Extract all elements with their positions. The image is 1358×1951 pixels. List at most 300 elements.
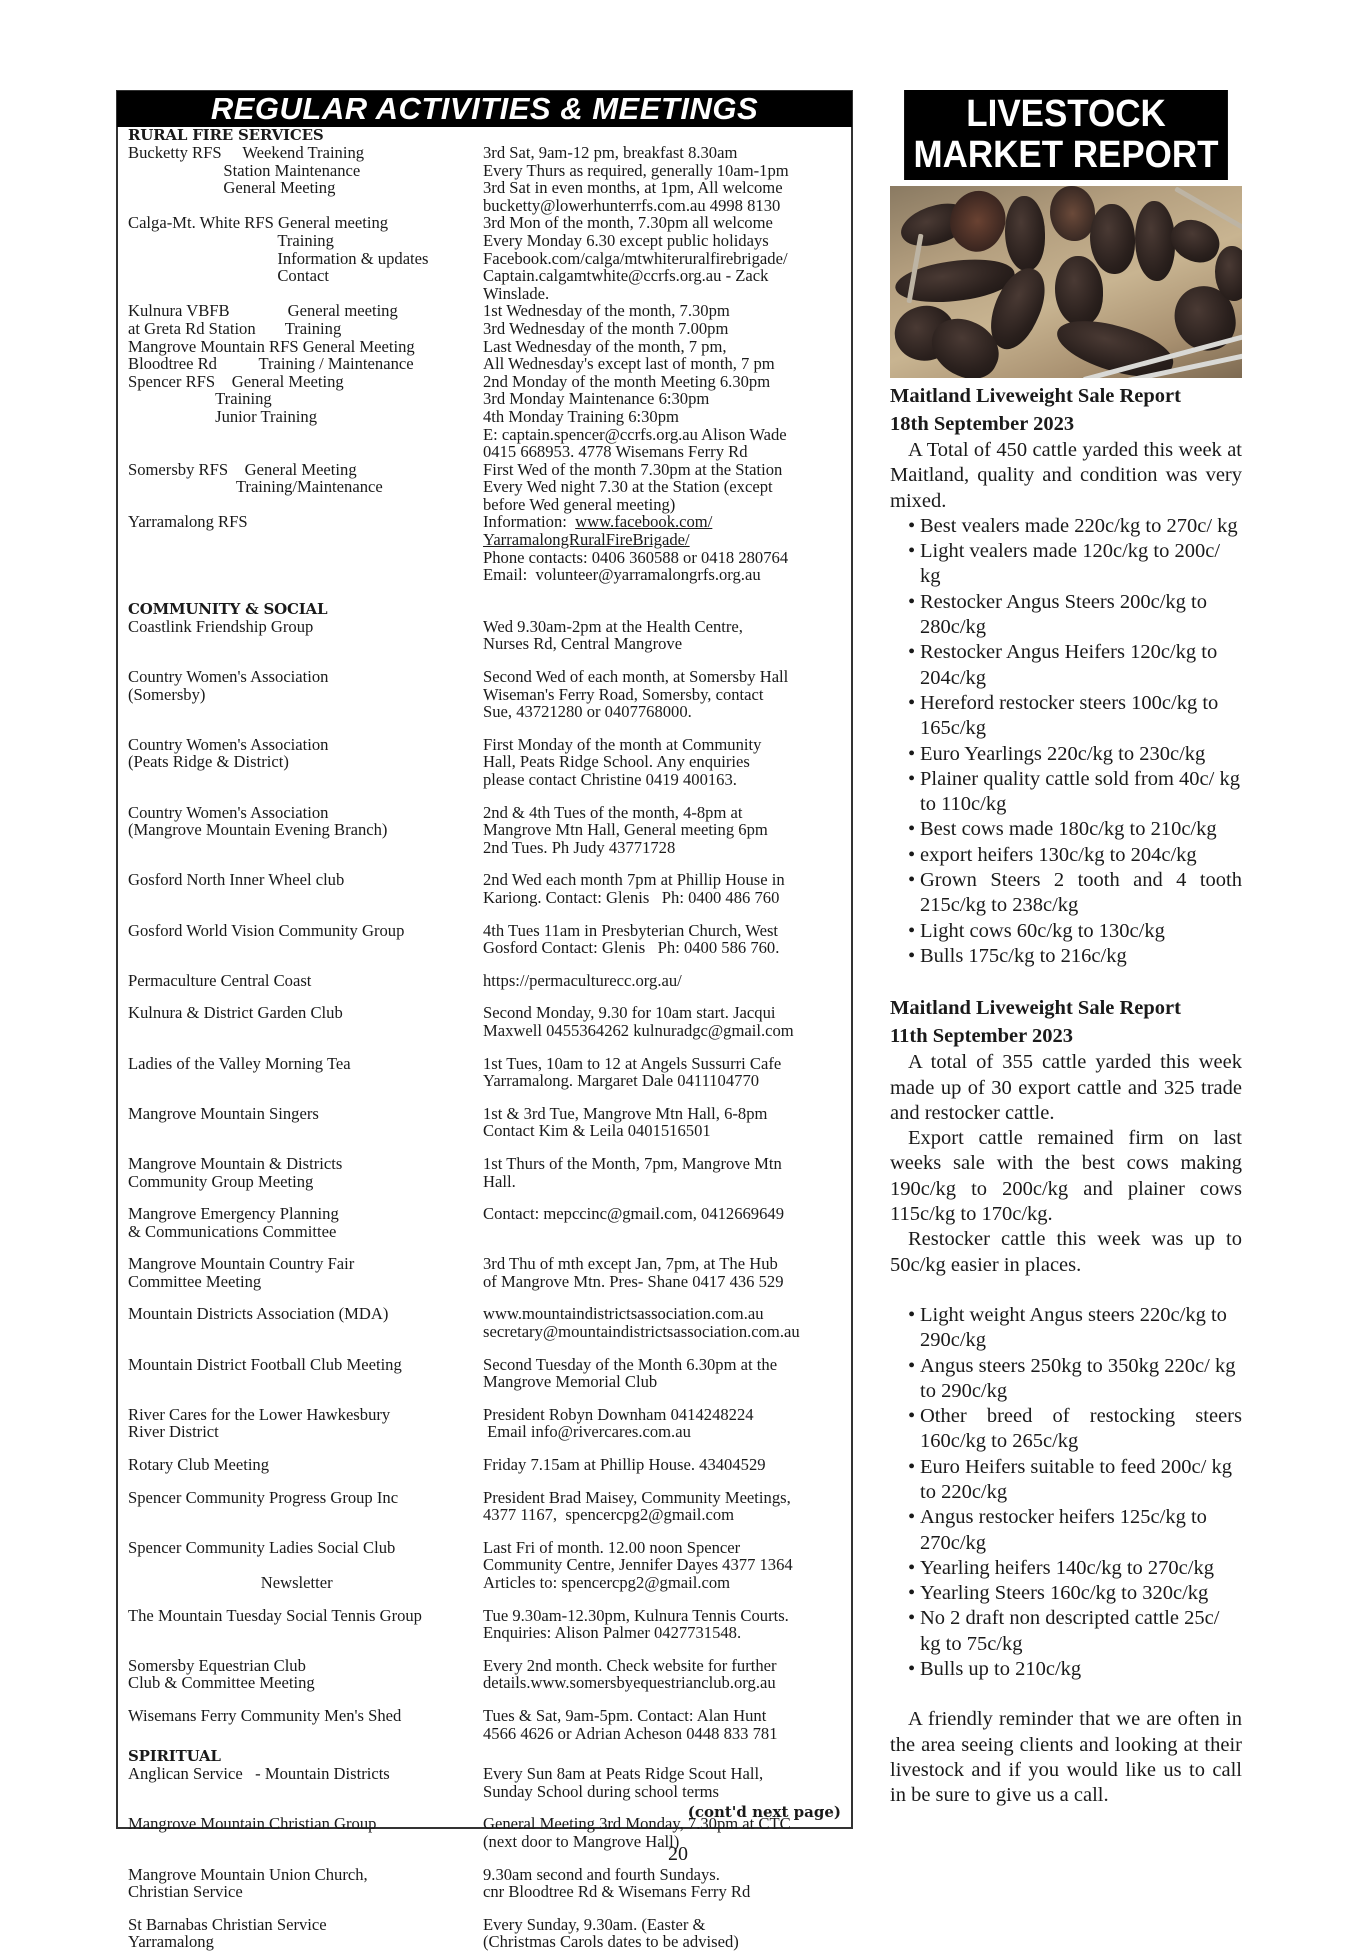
- entry-name: [128, 1205, 483, 1240]
- report1-heading: Maitland Liveweight Sale Report: [890, 385, 1181, 407]
- rfs-row: [128, 566, 851, 584]
- rfs-activity: General Meeting: [223, 178, 336, 198]
- rfs-row: [128, 232, 851, 250]
- rfs-org-cell: [128, 144, 483, 162]
- rfs-row: [128, 144, 851, 162]
- entry-details: [483, 1205, 851, 1240]
- rfs-details: [483, 478, 851, 496]
- rfs-activity: General Meeting: [244, 459, 357, 479]
- entry-detail-line: Articles to: spencercpg2@gmail.com: [483, 1573, 731, 1592]
- entry-name: [128, 1105, 483, 1140]
- entry-detail-line: Contact: mepccinc@gmail.com, 0412669649: [483, 1204, 784, 1224]
- rfs-details: [483, 197, 851, 215]
- rfs-row: [128, 320, 851, 338]
- entry-detail-line: of Mangrove Mtn. Pres- Shane 0417 436 529: [483, 1271, 784, 1291]
- price-bullet: • Best vealers made 220c/kg to 270c/ kg: [908, 514, 1242, 539]
- livestock-title: [904, 90, 1228, 180]
- price-bullet: • Best cows made 180c/kg to 210c/kg: [908, 817, 1242, 842]
- entry-name: [128, 1916, 483, 1951]
- cattle-photo: [890, 186, 1242, 378]
- entry-detail-line: Every Sunday, 9.30am. (Easter &: [483, 1914, 706, 1934]
- entry-detail-line: 4377 1167, spencercpg2@gmail.com: [483, 1505, 735, 1525]
- entry-details: [483, 1539, 851, 1592]
- entry-detail-line: 1st Tues, 10am to 12 at Angels Sussurri Cafe: [483, 1053, 782, 1073]
- activity-entry: [128, 1707, 851, 1742]
- rfs-info: 0415 668953. 4778 Wisemans Ferry Rd: [483, 442, 748, 462]
- entry-name-line: Club & Committee Meeting: [128, 1673, 315, 1693]
- report2-paragraph-2: Export cattle remained firm on last weeks sale with the best cows making 190c/kg to 200c/kg and plainer cows 115c/kg to 170c/kg.: [890, 1127, 1242, 1226]
- entry-detail-line: (Christmas Carols dates to be advised): [483, 1932, 739, 1951]
- rfs-info: All Wednesday's except last of month, 7 pm: [483, 354, 775, 374]
- entry-details: [483, 1765, 851, 1800]
- entry-details: [483, 804, 851, 857]
- entry-details: [483, 922, 851, 957]
- rfs-details: [483, 144, 851, 162]
- entry-details: [483, 1055, 851, 1090]
- activity-entry: [128, 972, 851, 990]
- rfs-info: Information:: [483, 512, 576, 532]
- entry-details: [483, 871, 851, 906]
- entry-name: [128, 1255, 483, 1290]
- rfs-details: [483, 214, 851, 232]
- price-bullet: • Angus steers 250kg to 350kg 220c/ kg to 290c/kg: [908, 1354, 1242, 1405]
- entry-details: [483, 1916, 851, 1951]
- entry-name-line: Mangrove Mountain & Districts: [128, 1153, 343, 1173]
- rfs-info: 2nd Monday of the month Meeting 6.30pm: [483, 371, 771, 391]
- activity-entry: [128, 1105, 851, 1140]
- rfs-org-cell: [128, 373, 483, 391]
- rfs-activity: Training: [277, 230, 334, 250]
- entry-name: [128, 618, 483, 653]
- rfs-org-cell: [128, 162, 483, 180]
- entry-name-line: Ladies of the Valley Morning Tea: [128, 1053, 351, 1073]
- report2-paragraph-3: Restocker cattle this week was up to 50c/kg easier in places.: [890, 1228, 1242, 1276]
- rfs-info: Email: volunteer@yarramalongrfs.org.au: [483, 565, 761, 585]
- rfs-details: [483, 566, 851, 584]
- rfs-row: [128, 496, 851, 514]
- rfs-org-cell: [128, 285, 483, 303]
- entry-detail-line: Second Monday, 9.30 for 10am start. Jacqui: [483, 1003, 776, 1023]
- entry-detail-line: please contact Christine 0419 400163.: [483, 770, 737, 789]
- rfs-info: 3rd Monday Maintenance 6:30pm: [483, 389, 710, 409]
- price-bullet: • Restocker Angus Heifers 120c/kg to 204c/kg: [908, 640, 1242, 691]
- activity-entry: [128, 1607, 851, 1642]
- entry-detail-line: Kariong. Contact: Glenis Ph: 0400 486 760: [483, 887, 780, 907]
- entry-detail-line: Nurses Rd, Central Mangrove: [483, 634, 683, 654]
- rfs-info: Phone contacts: 0406 360588 or 0418 280764: [483, 547, 789, 567]
- rfs-details: [483, 549, 851, 567]
- entry-name: [128, 1657, 483, 1692]
- entry-name: [128, 972, 483, 990]
- rfs-details: [483, 390, 851, 408]
- rfs-info: bucketty@lowerhunterrfs.com.au 4998 8130: [483, 195, 781, 215]
- rfs-details: [483, 496, 851, 514]
- rfs-brigade: [128, 478, 236, 496]
- entry-name-line: (Somersby): [128, 684, 206, 704]
- rfs-info: 3rd Sat in even months, at 1pm, All welcome: [483, 178, 783, 198]
- entry-name-line: Mangrove Emergency Planning: [128, 1204, 339, 1224]
- entry-name-line: Country Women's Association: [128, 667, 329, 687]
- rfs-details: [483, 461, 851, 479]
- rfs-activity: General Meeting: [302, 336, 415, 356]
- rfs-org-cell: [128, 390, 483, 408]
- rfs-row: [128, 531, 851, 549]
- entry-details: [483, 1105, 851, 1140]
- rfs-info: Facebook.com/calga/mtwhiteruralfirebrigade/: [483, 248, 788, 268]
- entry-name-line: Kulnura & District Garden Club: [128, 1003, 343, 1023]
- entry-name: [128, 1456, 483, 1474]
- entry-name-line: Committee Meeting: [128, 1271, 262, 1291]
- entry-name-line: Country Women's Association: [128, 734, 329, 754]
- rfs-details: [483, 426, 851, 444]
- entry-detail-line: Friday 7.15am at Phillip House. 43404529: [483, 1455, 766, 1475]
- rfs-brigade: [128, 390, 215, 408]
- activity-entry: [128, 1205, 851, 1240]
- rfs-activity: Training/Maintenance: [235, 477, 383, 497]
- entry-detail-line: President Brad Maisey, Community Meetings,: [483, 1487, 791, 1507]
- entry-detail-line: 1st & 3rd Tue, Mangrove Mtn Hall, 6-8pm: [483, 1103, 768, 1123]
- activity-entry: [128, 1406, 851, 1441]
- rfs-activity: General Meeting: [231, 371, 344, 391]
- rfs-row: [128, 267, 851, 285]
- rfs-row: [128, 549, 851, 567]
- rfs-info: Winslade.: [483, 283, 550, 303]
- rfs-org-cell: [128, 232, 483, 250]
- entry-name-line: Mangrove Mountain Country Fair: [128, 1254, 355, 1274]
- entry-name-line: The Mountain Tuesday Social Tennis Group: [128, 1605, 422, 1625]
- report2-paragraph-1: A total of 355 cattle yarded this week made up of 30 export cattle and 325 trade and restocker cattle.: [890, 1051, 1242, 1124]
- entry-name-line: (Peats Ridge & District): [128, 752, 289, 772]
- rfs-details: [483, 408, 851, 426]
- entry-name-line: Coastlink Friendship Group: [128, 616, 314, 636]
- entry-detail-line: 9.30am second and fourth Sundays.: [483, 1864, 720, 1884]
- price-bullet: • Light vealers made 120c/kg to 200c/ kg: [908, 539, 1242, 590]
- rfs-details: [483, 285, 851, 303]
- entry-details: [483, 1866, 851, 1901]
- entry-detail-line: Yarramalong. Margaret Dale 0411104770: [483, 1071, 760, 1091]
- entry-name: [128, 804, 483, 857]
- entry-name: [128, 1489, 483, 1524]
- entry-name: [128, 668, 483, 721]
- rfs-org-cell: [128, 513, 483, 531]
- rfs-brigade: [128, 250, 277, 268]
- price-bullet: • Bulls up to 210c/kg: [908, 1657, 1242, 1682]
- continued-note: (cont'd next page): [687, 1803, 841, 1821]
- rfs-activity: Training: [215, 389, 272, 409]
- rfs-org-cell: [128, 443, 483, 461]
- entry-name: [128, 871, 483, 906]
- activities-body: [118, 127, 851, 1951]
- activity-entry: [128, 1539, 851, 1592]
- entry-details: [483, 1155, 851, 1190]
- price-bullet: • export heifers 130c/kg to 204c/kg: [908, 843, 1242, 868]
- rfs-row: [128, 408, 851, 426]
- rfs-org-cell: [128, 250, 483, 268]
- entry-details: [483, 1356, 851, 1391]
- activity-entry: [128, 871, 851, 906]
- entry-name: [128, 1305, 483, 1340]
- rfs-org-cell: [128, 461, 483, 479]
- rfs-info: 1st Wednesday of the month, 7.30pm: [483, 301, 730, 321]
- entry-name-line: Mangrove Mountain Union Church,: [128, 1864, 368, 1884]
- rfs-details: [483, 179, 851, 197]
- entry-name-line: Rotary Club Meeting: [128, 1455, 270, 1475]
- entry-name-line: Anglican Service - Mountain Districts: [128, 1764, 390, 1784]
- report1-intro: A Total of 450 cattle yarded this week at Maitland, quality and condition was very mixed.: [890, 439, 1242, 512]
- rfs-row: [128, 373, 851, 391]
- entry-detail-line: Tues & Sat, 9am-5pm. Contact: Alan Hunt: [483, 1705, 767, 1725]
- rfs-row: [128, 302, 851, 320]
- rfs-row: [128, 250, 851, 268]
- rfs-details: [483, 232, 851, 250]
- entry-name-line: Permaculture Central Coast: [128, 970, 312, 990]
- entry-detail-line: www.mountaindistrictsassociation.com.au: [483, 1304, 764, 1324]
- entry-detail-line: Tue 9.30am-12.30pm, Kulnura Tennis Courts.: [483, 1605, 789, 1625]
- rfs-info: 3rd Mon of the month, 7.30pm all welcome: [483, 213, 773, 233]
- rfs-details: [483, 355, 851, 373]
- price-bullet: • Other breed of restocking steers 160c/kg to 265c/kg: [908, 1404, 1242, 1455]
- entry-name-line: [128, 1556, 483, 1574]
- entry-detail-line: Maxwell 0455364262 kulnuradgc@gmail.com: [483, 1020, 794, 1040]
- entry-name-line: Spencer Community Progress Group Inc: [128, 1487, 399, 1507]
- rfs-row: [128, 162, 851, 180]
- rfs-info: Every Wed night 7.30 at the Station (except: [483, 477, 773, 497]
- entry-detail-line: Sunday School during school terms: [483, 1781, 719, 1801]
- entry-detail-line: Mangrove Mtn Hall, General meeting 6pm: [483, 820, 768, 840]
- closing-reminder: A friendly reminder that we are often in the area seeing clients and looking at their livestock and if you would like us to call in be sure to give us a call.: [890, 1708, 1242, 1807]
- price-bullet: • Bulls 175c/kg to 216c/kg: [908, 944, 1242, 969]
- entry-detail-line: Enquiries: Alison Palmer 0427731548.: [483, 1623, 742, 1643]
- price-bullet: • Euro Heifers suitable to feed 200c/ kg to 220c/kg: [908, 1455, 1242, 1506]
- activity-entry: [128, 1305, 851, 1340]
- rfs-info: 3rd Sat, 9am-12 pm, breakfast 8.30am: [483, 143, 738, 162]
- rfs-row: [128, 285, 851, 303]
- rfs-org-cell: [128, 549, 483, 567]
- entry-detail-line: Sue, 43721280 or 0407768000.: [483, 702, 692, 722]
- rfs-details: [483, 338, 851, 356]
- rfs-org-cell: [128, 408, 483, 426]
- report2-date: 11th September 2023: [890, 1025, 1073, 1048]
- entry-detail-line: 2nd Wed each month 7pm at Phillip House in: [483, 870, 785, 890]
- entry-detail-line: (next door to Mangrove Hall): [483, 1831, 680, 1851]
- regular-activities-box: [116, 90, 853, 1951]
- rfs-activity: Weekend Training: [242, 143, 365, 162]
- rfs-info: E: captain.spencer@ccrfs.org.au Alison Wade: [483, 424, 787, 444]
- entry-name: [128, 1356, 483, 1391]
- entry-name-line: Newsletter: [128, 1573, 333, 1592]
- rfs-org-cell: [128, 355, 483, 373]
- rfs-org-cell: [128, 478, 483, 496]
- rfs-brigade: Calga-Mt. White RFS: [128, 213, 278, 233]
- entry-detail-line: 1st Thurs of the Month, 7pm, Mangrove Mtn: [483, 1153, 782, 1173]
- entry-name: [128, 736, 483, 789]
- activity-entry: [128, 618, 851, 653]
- entry-details: [483, 1607, 851, 1642]
- rfs-info: First Wed of the month 7.30pm at the Station: [483, 459, 783, 479]
- rfs-row: [128, 338, 851, 356]
- entry-name: [128, 1607, 483, 1642]
- entry-detail-line: 2nd & 4th Tues of the month, 4-8pm at: [483, 802, 743, 822]
- rfs-info: Last Wednesday of the month, 7 pm,: [483, 336, 727, 356]
- entry-details: [483, 1406, 851, 1441]
- report2-heading: Maitland Liveweight Sale Report: [890, 997, 1181, 1020]
- entry-name: [128, 1155, 483, 1190]
- rfs-row: [128, 426, 851, 444]
- entry-name: [128, 1815, 483, 1850]
- rfs-activity: Contact: [277, 266, 329, 286]
- rfs-org-cell: [128, 179, 483, 197]
- entry-name: [128, 1765, 483, 1800]
- activity-entry: [128, 1489, 851, 1524]
- entry-details: [483, 1489, 851, 1524]
- entry-name: [128, 1866, 483, 1901]
- rfs-brigade: [128, 232, 277, 250]
- livestock-title-line2: MARKET REPORT: [913, 134, 1219, 176]
- rfs-activity: Station Maintenance: [223, 160, 361, 180]
- rfs-row: [128, 390, 851, 408]
- entry-name-line: Spencer Community Ladies Social Club: [128, 1537, 396, 1557]
- section-heading-spiritual: SPIRITUAL: [128, 1747, 221, 1766]
- entry-detail-line: secretary@mountaindistrictsassociation.com.au: [483, 1322, 800, 1342]
- rfs-row: [128, 478, 851, 496]
- entry-detail-line: Hall.: [483, 1171, 516, 1191]
- entry-name: [128, 1055, 483, 1090]
- rfs-brigade: Somersby RFS: [128, 459, 245, 479]
- entry-detail-line: Community Centre, Jennifer Dayes 4377 1364: [483, 1555, 793, 1575]
- rfs-details: [483, 250, 851, 268]
- entry-details: [483, 1255, 851, 1290]
- rfs-brigade: at Greta Rd Station: [128, 318, 285, 338]
- entry-details: [483, 1456, 851, 1474]
- entry-detail-line: Last Fri of month. 12.00 noon Spencer: [483, 1537, 741, 1557]
- activity-entry: [128, 1866, 851, 1901]
- activity-entry: [128, 922, 851, 957]
- rfs-org-cell: [128, 338, 483, 356]
- entry-name-line: Gosford North Inner Wheel club: [128, 870, 345, 890]
- price-bullet: • Angus restocker heifers 125c/kg to 270c/kg: [908, 1505, 1242, 1556]
- rfs-details: [483, 320, 851, 338]
- entry-name-line: St Barnabas Christian Service: [128, 1914, 327, 1934]
- entry-name-line: River Cares for the Lower Hawkesbury: [128, 1404, 391, 1424]
- rfs-org-cell: [128, 267, 483, 285]
- entry-name-line: Mangrove Mountain Singers: [128, 1103, 319, 1123]
- page-number: 20: [668, 1843, 688, 1865]
- activity-entry: [128, 1155, 851, 1190]
- rfs-brigade: [128, 162, 223, 180]
- entry-name: [128, 922, 483, 957]
- rfs-row: [128, 443, 851, 461]
- entry-name: [128, 1707, 483, 1742]
- price-bullet: • Yearling Steers 160c/kg to 320c/kg: [908, 1581, 1242, 1606]
- rfs-activity: Junior Training: [215, 406, 318, 426]
- entry-name: [128, 1406, 483, 1441]
- entry-name-line: Country Women's Association: [128, 802, 329, 822]
- entry-name-line: Yarramalong: [128, 1932, 214, 1951]
- rfs-brigade: Bucketty RFS: [128, 143, 243, 162]
- entry-details: [483, 618, 851, 653]
- rfs-org-cell: [128, 197, 483, 215]
- entry-detail-line: cnr Bloodtree Rd & Wisemans Ferry Rd: [483, 1882, 751, 1902]
- activity-entry: [128, 1765, 851, 1800]
- entry-detail-line: https://permaculturecc.org.au/: [483, 970, 682, 990]
- rfs-link[interactable]: www.facebook.com/: [575, 512, 713, 532]
- entry-name-line: Community Group Meeting: [128, 1171, 314, 1191]
- entry-detail-line: Every Sun 8am at Peats Ridge Scout Hall,: [483, 1764, 764, 1784]
- report2-price-list: [890, 1303, 1242, 1682]
- rfs-activity: General meeting: [277, 213, 389, 233]
- entry-detail-line: Email info@rivercares.com.au: [483, 1422, 691, 1442]
- price-bullet: • Yearling heifers 140c/kg to 270c/kg: [908, 1556, 1242, 1581]
- entry-details: [483, 972, 851, 990]
- rfs-activity: Training: [284, 318, 342, 338]
- price-bullet: • Hereford restocker steers 100c/kg to 165c/kg: [908, 691, 1242, 742]
- section-heading-community: COMMUNITY & SOCIAL: [128, 599, 328, 618]
- price-bullet: • Restocker Angus Steers 200c/kg to 280c/kg: [908, 590, 1242, 641]
- entry-details: [483, 1707, 851, 1742]
- entry-details: [483, 1657, 851, 1692]
- entry-name-line: Wisemans Ferry Community Men's Shed: [128, 1705, 402, 1725]
- rfs-info: Every Thurs as required, generally 10am-1pm: [483, 160, 789, 180]
- report1-price-list: [890, 514, 1242, 969]
- entry-detail-line: Second Wed of each month, at Somersby Hall: [483, 667, 789, 687]
- rfs-brigade: Mangrove Mountain RFS: [128, 336, 303, 356]
- rfs-org-cell: [128, 531, 483, 549]
- rfs-row: [128, 461, 851, 479]
- entry-details: [483, 1305, 851, 1340]
- price-bullet: • Grown Steers 2 tooth and 4 tooth 215c/kg to 238c/kg: [908, 868, 1242, 919]
- activity-entry: [128, 804, 851, 857]
- entry-detail-line: Wiseman's Ferry Road, Somersby, contact: [483, 684, 764, 704]
- community-list: [128, 618, 851, 1742]
- rfs-info: Captain.calgamtwhite@ccrfs.org.au - Zack: [483, 266, 769, 286]
- entry-detail-line: Every 2nd month. Check website for further: [483, 1655, 777, 1675]
- activity-entry: [128, 1004, 851, 1039]
- rfs-brigade: Yarramalong RFS: [128, 512, 248, 532]
- rfs-org-cell: [128, 496, 483, 514]
- entry-detail-line: 2nd Tues. Ph Judy 43771728: [483, 837, 676, 857]
- rfs-link[interactable]: YarramalongRuralFireBrigade/: [483, 530, 690, 550]
- rfs-info: Every Monday 6.30 except public holidays: [483, 230, 769, 250]
- rfs-org-cell: [128, 214, 483, 232]
- rfs-details: [483, 267, 851, 285]
- rfs-brigade: Kulnura VBFB: [128, 301, 288, 321]
- section-heading-rural-fire: RURAL FIRE SERVICES: [128, 126, 324, 144]
- rfs-details: [483, 162, 851, 180]
- activity-entry: [128, 1657, 851, 1692]
- activity-entry: [128, 1055, 851, 1090]
- entry-name-line: Mountain District Football Club Meeting: [128, 1354, 402, 1374]
- rfs-brigade: [128, 408, 215, 426]
- entry-detail-line: Gosford Contact: Glenis Ph: 0400 586 760.: [483, 938, 780, 958]
- rfs-activity: Training / Maintenance: [258, 354, 414, 374]
- activity-entry: [128, 668, 851, 721]
- rfs-row: [128, 197, 851, 215]
- rfs-info: before Wed general meeting): [483, 494, 676, 514]
- entry-name-line: Gosford World Vision Community Group: [128, 920, 405, 940]
- rfs-info: 3rd Wednesday of the month 7.00pm: [483, 318, 729, 338]
- price-bullet: • Light cows 60c/kg to 130c/kg: [908, 919, 1242, 944]
- entry-name-line: & Communications Committee: [128, 1221, 337, 1241]
- rfs-details: [483, 531, 851, 549]
- rfs-org-cell: [128, 320, 483, 338]
- entry-detail-line: 4566 4626 or Adrian Acheson 0448 833 781: [483, 1723, 778, 1743]
- entry-name: [128, 1004, 483, 1039]
- rfs-org-cell: [128, 302, 483, 320]
- entry-name-line: Christian Service: [128, 1882, 243, 1902]
- report1-date: 18th September 2023: [890, 413, 1075, 435]
- entry-name-line: (Mangrove Mountain Evening Branch): [128, 820, 388, 840]
- rfs-details: [483, 373, 851, 391]
